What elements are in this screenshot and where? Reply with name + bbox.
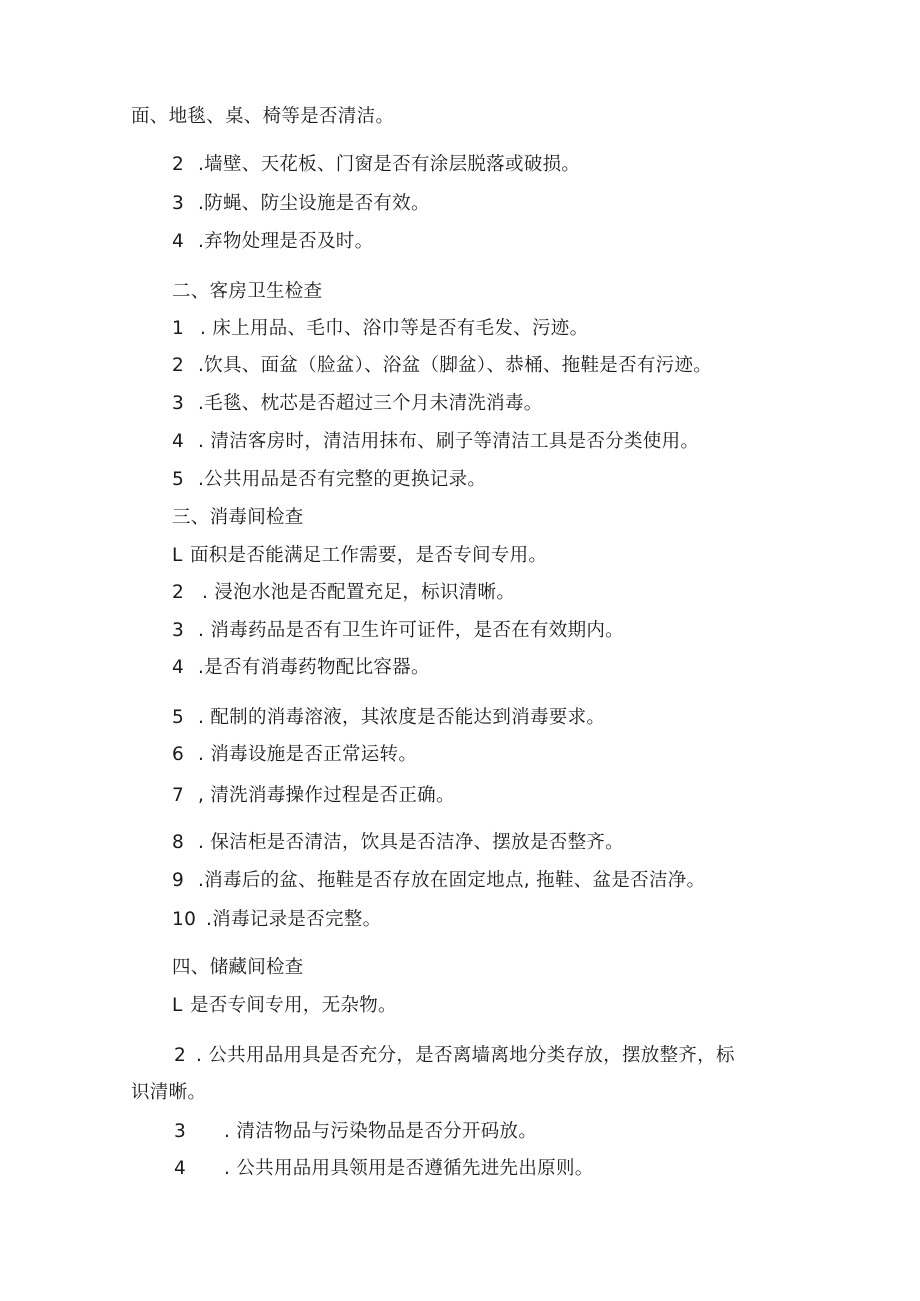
item-number: 5 — [172, 707, 185, 728]
item-text: .毛毯、枕芯是否超过三个月未清洗消毒。 — [198, 393, 543, 414]
item-text: . 公共用品用具是否充分，是否离墙离地分类存放，摆放整齐，标 — [196, 1045, 735, 1066]
item-number: L — [172, 545, 183, 566]
item-number: 3 — [172, 620, 185, 641]
section-heading — [172, 505, 304, 531]
item-text: . 消毒设施是否正常运转。 — [198, 744, 418, 765]
list-item — [172, 316, 588, 342]
item-text: . 床上用品、毛巾、浴巾等是否有毛发、污迹。 — [200, 318, 589, 339]
item-number: L — [172, 995, 183, 1016]
item-number: 2 — [172, 154, 185, 175]
item-text: . 清洁客房时，清洁用抹布、刷子等清洁工具是否分类使用。 — [198, 431, 700, 452]
list-item — [172, 705, 605, 731]
item-number: 7 — [172, 785, 185, 806]
text-line — [131, 104, 394, 130]
section-heading-text: 四、储藏间检查 — [172, 957, 304, 978]
item-number: 1 — [172, 318, 185, 339]
list-item — [172, 229, 373, 255]
item-text: . 清洁物品与污染物品是否分开码放。 — [224, 1121, 538, 1142]
list-item — [172, 353, 712, 379]
item-text: . 保洁柜是否清洁，饮具是否洁净、摆放是否整齐。 — [198, 832, 624, 853]
item-text: .消毒记录是否完整。 — [206, 909, 382, 930]
section-heading-text: 二、客房卫生检查 — [172, 281, 323, 302]
item-number: 3 — [172, 193, 185, 214]
line-text: 面、地毯、桌、椅等是否清洁。 — [131, 106, 395, 127]
item-number: 4 — [172, 231, 185, 252]
list-item — [172, 391, 543, 417]
list-item — [172, 907, 381, 933]
list-item — [172, 191, 430, 217]
item-text: .消毒后的盆、拖鞋是否存放在固定地点, 拖鞋、盆是否洁净。 — [198, 870, 706, 891]
line-text: 识清晰。 — [131, 1082, 207, 1103]
item-text: .墙壁、天花板、门窗是否有涂层脱落或破损。 — [198, 154, 581, 175]
list-item — [172, 783, 455, 809]
item-text: .是否有消毒药物配比容器。 — [198, 657, 430, 678]
list-item — [174, 1119, 537, 1145]
list-item — [172, 830, 624, 856]
item-text: . 消毒药品是否有卫生许可证件，是否在有效期内。 — [198, 620, 624, 641]
section-heading-text: 三、消毒间检查 — [172, 507, 304, 528]
item-number: 3 — [174, 1121, 187, 1142]
item-number: 4 — [174, 1158, 187, 1179]
list-item — [174, 1156, 594, 1182]
item-text: 是否专间专用，无杂物。 — [190, 995, 397, 1016]
section-heading — [172, 279, 322, 305]
item-text: . 配制的消毒溶液，其浓度是否能达到消毒要求。 — [198, 707, 606, 728]
item-text: .防蝇、防尘设施是否有效。 — [198, 193, 430, 214]
list-item — [172, 742, 417, 768]
item-number: 4 — [172, 657, 185, 678]
item-number: 2 — [174, 1045, 187, 1066]
item-number: 10 — [172, 909, 197, 930]
item-text: .弃物处理是否及时。 — [198, 231, 374, 252]
list-item — [172, 618, 624, 644]
list-item — [172, 152, 580, 178]
list-item — [172, 868, 705, 894]
item-text: . 公共用品用具领用是否遵循先进先出原则。 — [224, 1158, 594, 1179]
list-item — [172, 580, 515, 606]
item-number: 2 — [172, 355, 185, 376]
item-text: 面积是否能满足工作需要，是否专间专用。 — [190, 545, 548, 566]
item-text: .饮具、面盆（脸盆）、浴盆（脚盆）、恭桶、拖鞋是否有污迹。 — [198, 355, 713, 376]
item-text: . 浸泡水池是否配置充足，标识清晰。 — [202, 582, 516, 603]
list-item — [172, 429, 699, 455]
item-number: 3 — [172, 393, 185, 414]
text-line — [131, 1080, 206, 1106]
list-item — [172, 467, 486, 493]
item-number: 2 — [172, 582, 185, 603]
list-item — [172, 655, 430, 681]
item-number: 6 — [172, 744, 185, 765]
list-item — [172, 993, 397, 1019]
item-number: 5 — [172, 469, 185, 490]
item-number: 9 — [172, 870, 185, 891]
list-item — [172, 543, 547, 569]
item-number: 8 — [172, 832, 185, 853]
item-text: .公共用品是否有完整的更换记录。 — [198, 469, 487, 490]
item-text: , 清洗消毒操作过程是否正确。 — [198, 785, 455, 806]
list-item — [174, 1043, 735, 1069]
item-number: 4 — [172, 431, 185, 452]
section-heading — [172, 955, 304, 981]
